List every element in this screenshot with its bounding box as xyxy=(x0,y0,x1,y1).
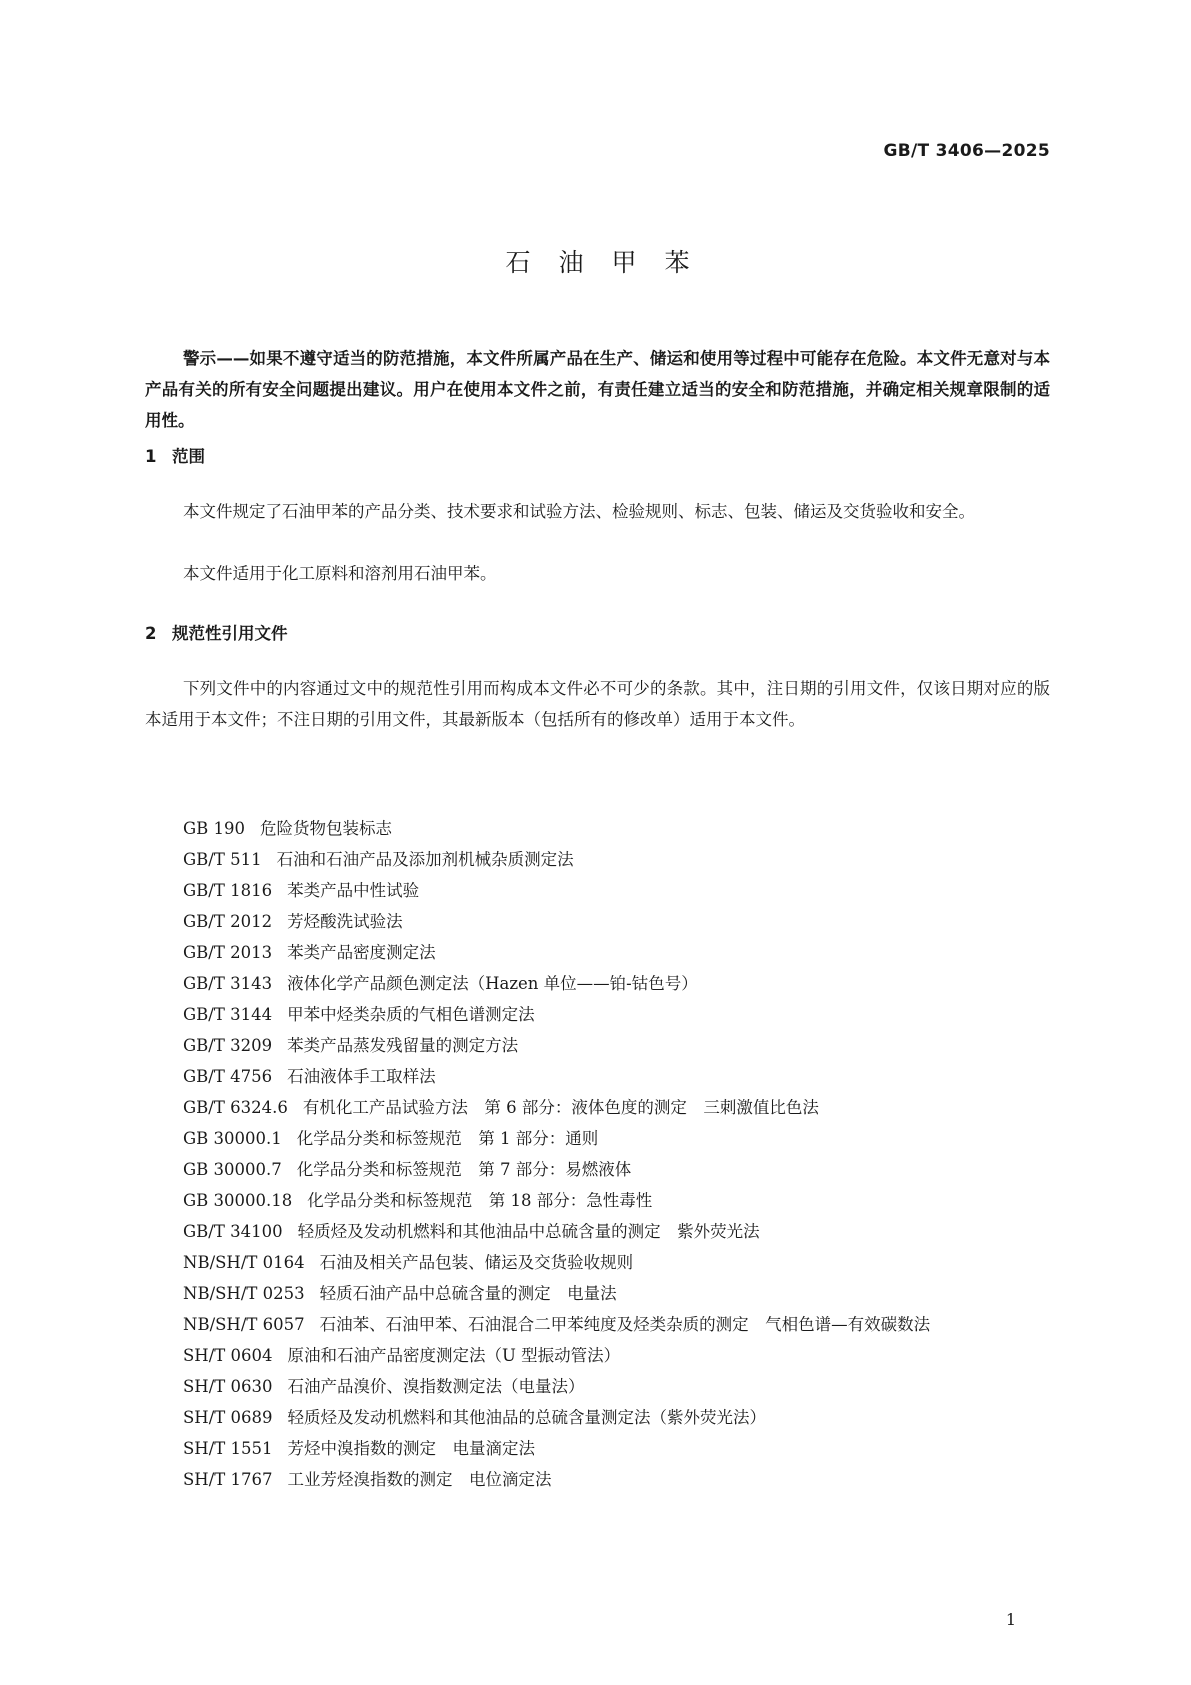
reference-item xyxy=(145,1309,1050,1340)
reference-item xyxy=(145,999,1050,1030)
reference-code: GB 30000.1 xyxy=(183,1129,282,1148)
reference-item xyxy=(145,968,1050,999)
page-number: 1 xyxy=(1005,1610,1016,1629)
reference-code: SH/T 1551 xyxy=(183,1439,273,1458)
reference-list xyxy=(145,813,1050,1495)
reference-title: 化学品分类和标签规范 第 18 部分：急性毒性 xyxy=(307,1191,653,1210)
reference-title: 危险货物包装标志 xyxy=(260,819,393,838)
reference-title: 石油苯、石油甲苯、石油混合二甲苯纯度及烃类杂质的测定 气相色谱—有效碳数法 xyxy=(319,1315,931,1334)
reference-item xyxy=(145,1154,1050,1185)
scope-paragraph: 本文件适用于化工原料和溶剂用石油甲苯。 xyxy=(183,564,497,583)
section-title: 规范性引用文件 xyxy=(172,624,288,643)
document-page xyxy=(145,0,1050,1685)
reference-item xyxy=(145,875,1050,906)
references-intro: 下列文件中的内容通过文中的规范性引用而构成本文件必不可少的条款。其中，注日期的引用文件，仅该日期对应的版本适用于本文件；不注日期的引用文件，其最新版本（包括所有的修改单）适用于本文件。 xyxy=(145,679,1050,729)
reference-code: GB/T 2012 xyxy=(183,912,273,931)
reference-item xyxy=(145,1433,1050,1464)
reference-title: 有机化工产品试验方法 第 6 部分：液体色度的测定 三刺激值比色法 xyxy=(302,1098,819,1117)
reference-code: GB/T 3144 xyxy=(183,1005,273,1024)
reference-code: GB/T 3143 xyxy=(183,974,273,993)
reference-code: GB/T 6324.6 xyxy=(183,1098,288,1117)
reference-title: 苯类产品密度测定法 xyxy=(287,943,436,962)
reference-code: SH/T 1767 xyxy=(183,1470,273,1489)
reference-item xyxy=(145,1061,1050,1092)
reference-item xyxy=(145,1030,1050,1061)
section-title: 范围 xyxy=(172,447,205,466)
reference-title: 芳烃中溴指数的测定 电量滴定法 xyxy=(287,1439,535,1458)
section-number: 1 xyxy=(145,447,157,466)
reference-item xyxy=(145,1216,1050,1247)
reference-code: SH/T 0604 xyxy=(183,1346,273,1365)
reference-code: GB 190 xyxy=(183,819,246,838)
reference-title: 石油和石油产品及添加剂机械杂质测定法 xyxy=(276,850,574,869)
standard-number: GB/T 3406—2025 xyxy=(883,141,1050,161)
reference-code: GB 30000.7 xyxy=(183,1160,282,1179)
reference-title: 轻质烃及发动机燃料和其他油品的总硫含量测定法（紫外荧光法） xyxy=(287,1408,766,1427)
reference-title: 轻质石油产品中总硫含量的测定 电量法 xyxy=(319,1284,617,1303)
reference-code: GB 30000.18 xyxy=(183,1191,293,1210)
reference-code: NB/SH/T 6057 xyxy=(183,1315,305,1334)
reference-title: 甲苯中烃类杂质的气相色谱测定法 xyxy=(287,1005,535,1024)
reference-title: 芳烃酸洗试验法 xyxy=(287,912,403,931)
reference-title: 液体化学产品颜色测定法（Hazen 单位——铂-钴色号） xyxy=(287,974,698,993)
reference-item xyxy=(145,1092,1050,1123)
reference-code: GB/T 34100 xyxy=(183,1222,283,1241)
reference-item xyxy=(145,813,1050,844)
reference-code: GB/T 4756 xyxy=(183,1067,273,1086)
scope-paragraph: 本文件规定了石油甲苯的产品分类、技术要求和试验方法、检验规则、标志、包装、储运及交货验收和安全。 xyxy=(183,502,975,521)
reference-item xyxy=(145,1340,1050,1371)
reference-item xyxy=(145,1464,1050,1495)
reference-code: GB/T 3209 xyxy=(183,1036,273,1055)
reference-title: 石油产品溴价、溴指数测定法（电量法） xyxy=(287,1377,585,1396)
reference-code: GB/T 2013 xyxy=(183,943,273,962)
reference-item xyxy=(145,906,1050,937)
reference-code: SH/T 0630 xyxy=(183,1377,273,1396)
reference-item xyxy=(145,1402,1050,1433)
reference-item xyxy=(145,937,1050,968)
reference-title: 原油和石油产品密度测定法（U 型振动管法） xyxy=(287,1346,621,1365)
reference-code: SH/T 0689 xyxy=(183,1408,273,1427)
reference-title: 工业芳烃溴指数的测定 电位滴定法 xyxy=(287,1470,552,1489)
document-title: 石油甲苯 xyxy=(505,248,718,277)
reference-code: NB/SH/T 0164 xyxy=(183,1253,305,1272)
reference-item xyxy=(145,1123,1050,1154)
reference-code: GB/T 511 xyxy=(183,850,262,869)
reference-title: 化学品分类和标签规范 第 7 部分：易燃液体 xyxy=(296,1160,632,1179)
reference-item xyxy=(145,1278,1050,1309)
safety-warning: 警示——如果不遵守适当的防范措施，本文件所属产品在生产、储运和使用等过程中可能存在危险。本文件无意对与本产品有关的所有安全问题提出建议。用户在使用本文件之前，有责任建立适当的安全和防范措施，并确定相关规章限制的适用性。 xyxy=(145,349,1050,430)
reference-title: 石油液体手工取样法 xyxy=(287,1067,436,1086)
reference-title: 苯类产品中性试验 xyxy=(287,881,420,900)
reference-title: 轻质烃及发动机燃料和其他油品中总硫含量的测定 紫外荧光法 xyxy=(297,1222,760,1241)
reference-title: 化学品分类和标签规范 第 1 部分：通则 xyxy=(296,1129,599,1148)
reference-item xyxy=(145,1247,1050,1278)
reference-code: NB/SH/T 0253 xyxy=(183,1284,305,1303)
section-heading-normative-references xyxy=(145,620,288,644)
reference-item xyxy=(145,1371,1050,1402)
reference-title: 苯类产品蒸发残留量的测定方法 xyxy=(287,1036,519,1055)
section-number: 2 xyxy=(145,624,157,643)
reference-code: GB/T 1816 xyxy=(183,881,273,900)
reference-title: 石油及相关产品包装、储运及交货验收规则 xyxy=(319,1253,634,1272)
section-heading-scope xyxy=(145,443,205,467)
reference-item xyxy=(145,1185,1050,1216)
reference-item xyxy=(145,844,1050,875)
